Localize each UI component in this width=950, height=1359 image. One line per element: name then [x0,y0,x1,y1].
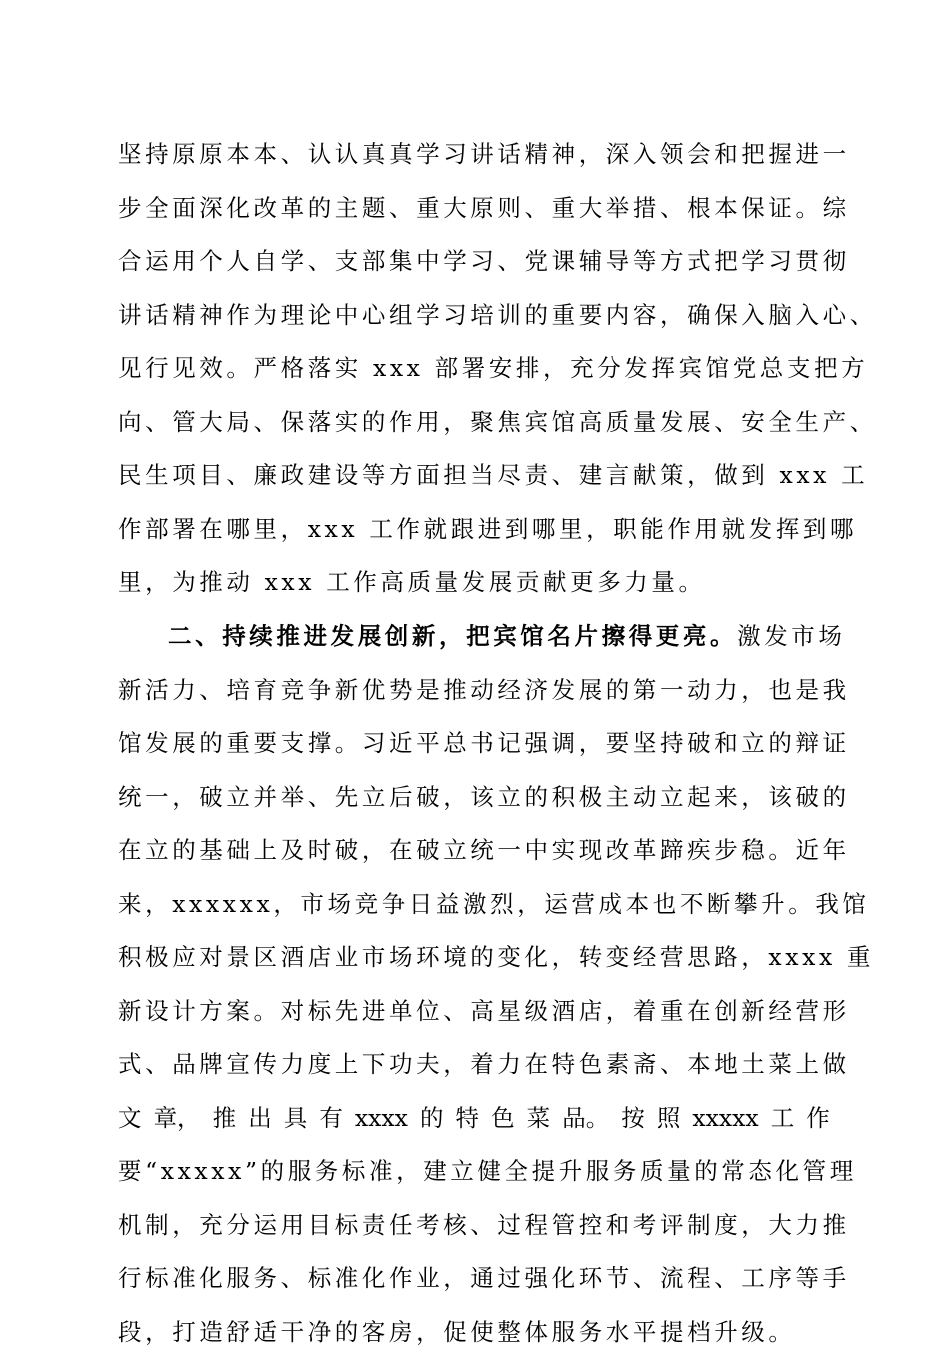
word: 具 [284,1092,308,1146]
word: 菜 [527,1092,551,1146]
word: 照 [657,1092,681,1146]
text-line: 式、品牌宣传力度上下功夫，着力在特色素斋、本地土菜上做 [118,1038,830,1092]
text-line: 积极应对景区酒店业市场环境的变化，转变经营思路，xxxx 重 [118,931,830,985]
text-line: 段，打造舒适干净的客房，促使整体服务水平提档升级。 [118,1306,830,1359]
text-line: 坚持原原本本、认认真真学习讲话精神，深入领会和把握进一 [118,128,830,182]
word: 色 [491,1092,515,1146]
word: xxxxx [692,1092,758,1146]
heading-line-rest: 激发市场 [737,622,845,650]
text-line: 馆发展的重要支撑。习近平总书记强调，要坚持破和立的辩证 [118,717,830,771]
text-line: 里，为推动 xxx 工作高质量发展贡献更多力量。 [118,556,830,610]
section-heading: 二、持续推进发展创新，把宾馆名片擦得更亮。 [168,622,737,650]
text-line: 要“xxxxx”的服务标准，建立健全提升服务质量的常态化管理 [118,1145,830,1199]
text-line: 见行见效。严格落实 xxx 部署安排，充分发挥宾馆党总支把方 [118,342,830,396]
word: 有 [319,1092,343,1146]
text-line: 步全面深化改革的主题、重大原则、重大举措、根本保证。综 [118,182,830,236]
text-line: 作部署在哪里，xxx 工作就跟进到哪里，职能作用就发挥到哪 [118,503,830,557]
word: 文 [118,1092,142,1146]
text-line: 民生项目、廉政建设等方面担当尽责、建言献策，做到 xxx 工 [118,449,830,503]
paragraph-2 [118,610,830,1359]
word: 作 [806,1092,830,1146]
word: 按 [621,1092,645,1146]
word: 出 [248,1092,272,1146]
text-line: 在立的基础上及时破，在破立统一中实现改革蹄疾步稳。近年 [118,824,830,878]
text-line: 向、管大局、保落实的作用，聚焦宾馆高质量发展、安全生产、 [118,396,830,450]
text-line: 来，xxxxxx，市场竞争日益激烈，运营成本也不断攀升。我馆 [118,878,830,932]
word: 特 [456,1092,480,1146]
text-line: 统一，破立并举、先立后破，该立的积极主动立起来，该破的 [118,771,830,825]
text-line: 新设计方案。对标先进单位、高星级酒店，着重在创新经营形 [118,985,830,1039]
justified-line [118,1092,830,1146]
text-line: 行标准化服务、标准化作业，通过强化环节、流程、工序等手 [118,1252,830,1306]
text-line: 机制，充分运用目标责任考核、过程管控和考评制度，大力推 [118,1199,830,1253]
word: 的 [420,1092,444,1146]
text-line: 新活力、培育竞争新优势是推动经济发展的第一动力，也是我 [118,664,830,718]
word: 工 [771,1092,795,1146]
text-line: 合运用个人自学、支部集中学习、党课辅导等方式把学习贯彻 [118,235,830,289]
word: 章， [154,1092,201,1146]
word: xxxx [355,1092,408,1146]
heading-line [118,610,830,664]
word: 品。 [562,1092,609,1146]
word: 推 [213,1092,237,1146]
paragraph-1 [118,128,830,610]
text-line: 讲话精神作为理论中心组学习培训的重要内容，确保入脑入心、 [118,289,830,343]
